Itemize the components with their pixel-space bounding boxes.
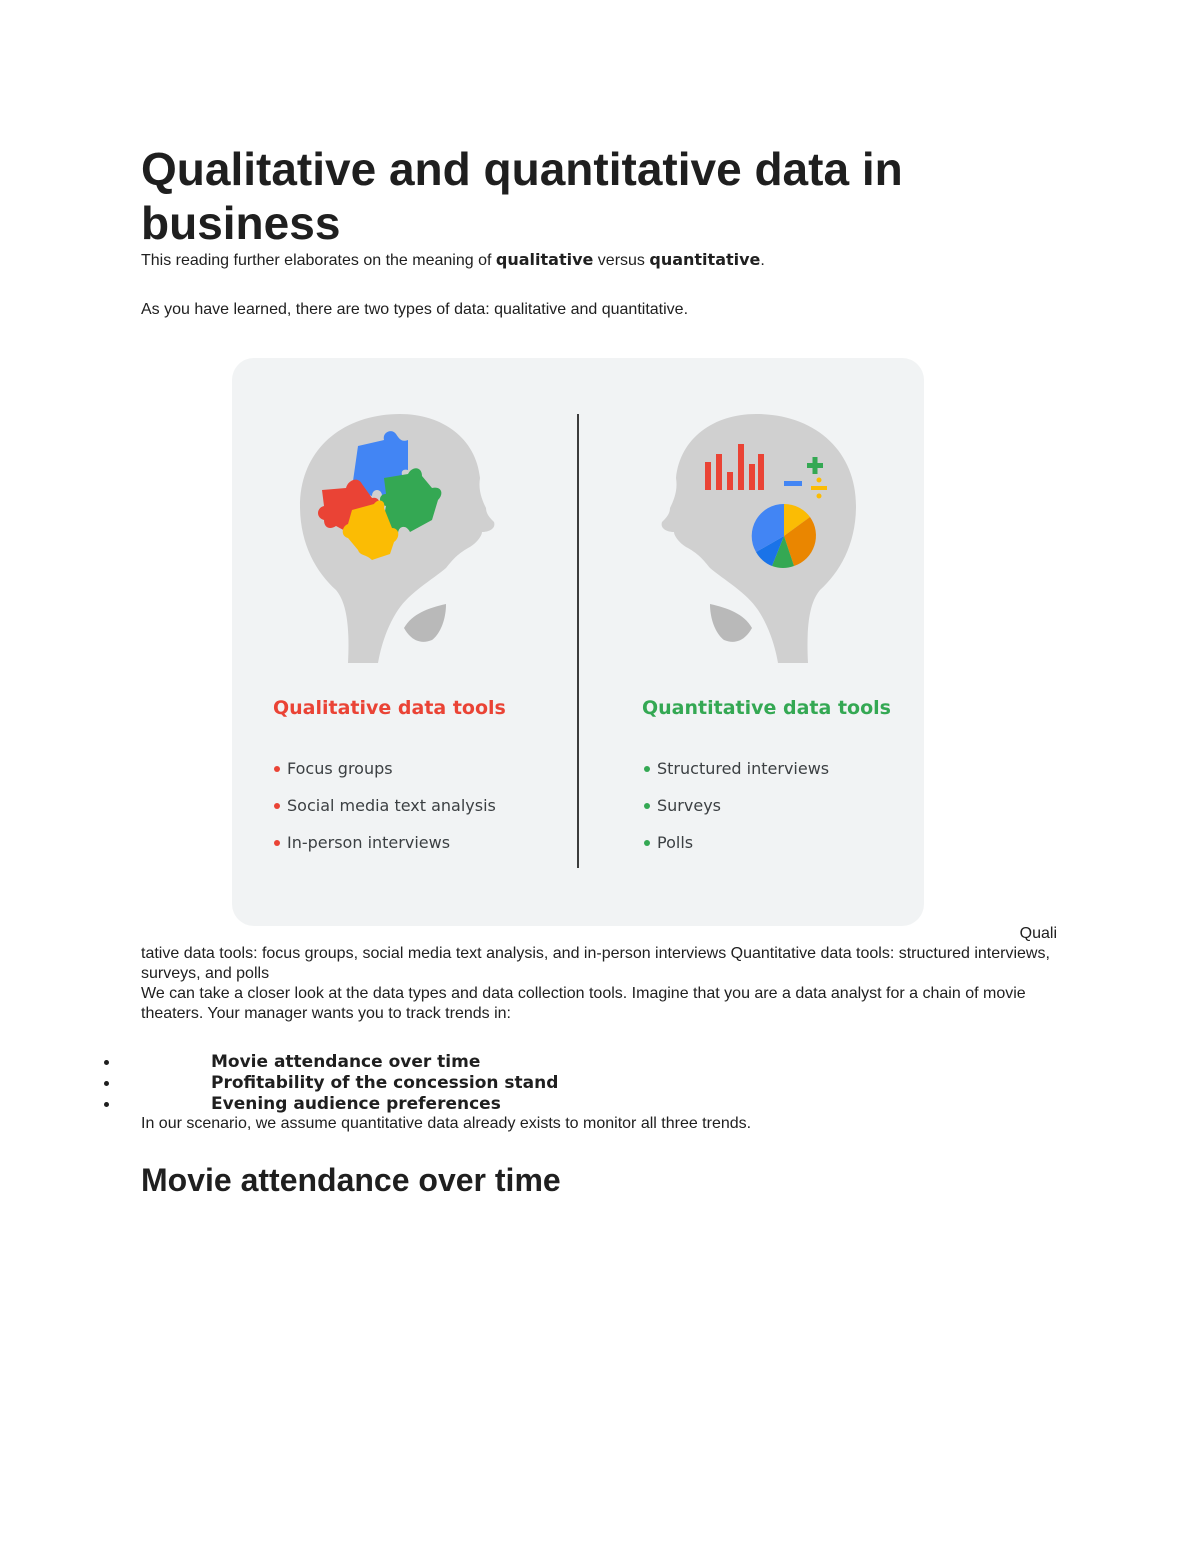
list-item-label: Surveys [657, 796, 721, 815]
section-heading: Movie attendance over time [141, 1162, 561, 1198]
list-item-label: Polls [657, 833, 694, 852]
list-item-label: Social media text analysis [287, 796, 496, 815]
list-item [642, 758, 829, 795]
trends-list [141, 1052, 841, 1115]
bar-2 [716, 454, 722, 490]
intro-text-before: This reading further elaborates on the meaning of [141, 252, 496, 269]
data-tools-figure [232, 358, 924, 926]
figure-caption-start: Quali [1019, 925, 1057, 942]
list-item [272, 832, 496, 869]
list-item [141, 1094, 841, 1115]
bullet-dot [274, 840, 280, 846]
bullet-dot [104, 1102, 109, 1107]
bullet-dot [104, 1060, 109, 1065]
quantitative-tools-list [642, 758, 829, 869]
bullet-dot [644, 840, 650, 846]
bar-6 [758, 454, 764, 490]
bar-5 [749, 464, 755, 490]
learned-paragraph: As you have learned, there are two types of data: qualitative and quantitative. [141, 301, 689, 318]
bullet-dot [644, 766, 650, 772]
quantitative-tools-title: Quantitative data tools [642, 697, 891, 719]
intro-text-after: . [760, 252, 765, 269]
qualitative-tools-title: Qualitative data tools [273, 697, 506, 719]
bar-4 [738, 444, 744, 490]
assumption-paragraph: In our scenario, we assume quantitative data already exists to monitor all three trends. [141, 1115, 752, 1132]
bar-3 [727, 472, 733, 490]
trend-label: Movie attendance over time [211, 1052, 481, 1072]
scenario-paragraph: We can take a closer look at the data types and data collection tools. Imagine that you are a data analyst for a chain of movie theaters. Your manager wants you to track trends in: [141, 985, 1026, 1022]
list-item-label: Structured interviews [657, 759, 830, 778]
page-title: Qualitative and quantitative data in business [141, 143, 903, 249]
list-item [141, 1052, 841, 1073]
bullet-dot [274, 766, 280, 772]
list-item [642, 795, 829, 832]
trend-label: Evening audience preferences [211, 1094, 501, 1114]
term-qualitative: qualitative [495, 250, 594, 269]
minus-icon [784, 481, 802, 486]
term-quantitative: quantitative [649, 250, 761, 269]
puzzle-head-icon [300, 414, 494, 663]
bullet-dot [274, 803, 280, 809]
list-item [272, 758, 496, 795]
intro-text-middle: versus [593, 252, 650, 269]
figure-divider [577, 414, 579, 868]
trend-label: Profitability of the concession stand [211, 1073, 559, 1093]
chart-head-icon [662, 414, 856, 663]
pie-chart-icon [752, 504, 816, 568]
bullet-dot [644, 803, 650, 809]
list-item [272, 795, 496, 832]
intro-paragraph [141, 250, 765, 271]
figure-caption: tative data tools: focus groups, social media text analysis, and in-person interviews Quantitative data tools: structured interviews, surveys, and polls [141, 945, 1050, 982]
divide-icon [811, 486, 827, 490]
list-item-label: In-person interviews [287, 833, 451, 852]
list-item [141, 1073, 841, 1094]
list-item-label: Focus groups [287, 759, 393, 778]
list-item [642, 832, 829, 869]
bar-1 [705, 462, 711, 490]
qualitative-tools-list [272, 758, 496, 869]
bullet-dot [104, 1081, 109, 1086]
